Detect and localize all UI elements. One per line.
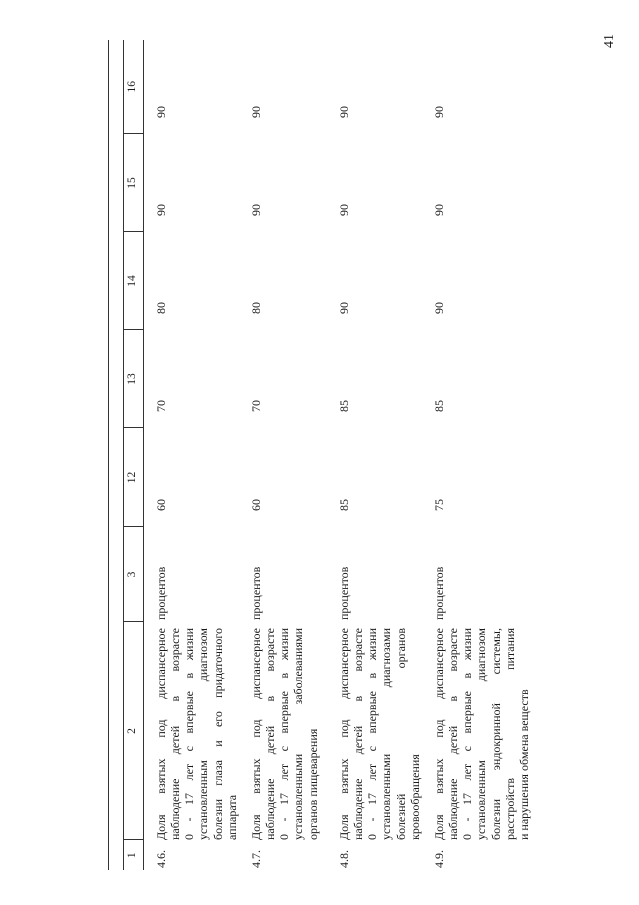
description-line: Доля взятых под диспансерное <box>248 628 263 840</box>
value-col-12: 85 <box>336 499 351 511</box>
row-number: 4.7. <box>248 850 263 868</box>
header-col-2: 2 <box>124 622 144 840</box>
header-col-13: 13 <box>124 330 144 428</box>
indicators-table <box>123 40 531 870</box>
description-line: расстройств питания <box>502 628 517 840</box>
description-line: Доля взятых под диспансерное <box>336 628 351 840</box>
row-number: 4.6. <box>154 850 168 868</box>
description-line: Доля взятых под диспансерное <box>154 628 168 840</box>
description-line: установленным диагнозом <box>474 628 489 840</box>
description-line: болезней органов <box>393 628 408 840</box>
description-line: и нарушения обмена веществ <box>516 689 531 840</box>
header-col-12: 12 <box>124 428 144 527</box>
header-col-1: 1 <box>124 840 144 870</box>
value-col-16: 90 <box>431 106 446 118</box>
description-line: установленными заболеваниями <box>291 628 306 840</box>
value-col-14: 90 <box>431 302 446 314</box>
value-col-15: 90 <box>431 204 446 216</box>
description-line: 0 - 17 лет с впервые в жизни <box>365 628 380 840</box>
value-col-16: 90 <box>336 106 351 118</box>
rotated-table-container <box>123 40 628 870</box>
table-row <box>422 40 531 870</box>
description-line: кровообращения <box>407 754 422 840</box>
description-line: органов пищеварения <box>305 728 320 840</box>
header-col-14: 14 <box>124 232 144 330</box>
header-col-3: 3 <box>124 527 144 622</box>
table-header-row <box>124 40 144 870</box>
description-line: болезни эндокринной системы, <box>488 628 503 840</box>
value-col-14: 80 <box>248 302 263 314</box>
value-col-12: 75 <box>431 499 446 511</box>
value-col-12: 60 <box>154 499 168 511</box>
value-col-16: 90 <box>248 106 263 118</box>
indicator-description <box>239 622 327 840</box>
indicator-description <box>422 622 531 840</box>
table-row <box>239 40 327 870</box>
value-col-15: 90 <box>154 204 168 216</box>
value-col-14: 80 <box>154 302 168 314</box>
description-line: наблюдение детей в возрасте <box>446 628 461 840</box>
value-col-13: 70 <box>248 400 263 412</box>
page-number: 41 <box>602 34 617 48</box>
value-col-14: 90 <box>336 302 351 314</box>
value-col-16: 90 <box>154 106 168 118</box>
indicator-description <box>144 622 239 840</box>
value-col-13: 85 <box>431 400 446 412</box>
header-col-16: 16 <box>124 40 144 134</box>
description-line: Доля взятых под диспансерное <box>431 628 446 840</box>
table-row <box>327 40 422 870</box>
row-number: 4.9. <box>431 850 446 868</box>
description-line: аппарата <box>224 794 239 840</box>
description-line: болезни глаза и его придаточного <box>210 628 225 840</box>
value-col-13: 70 <box>154 400 168 412</box>
header-col-15: 15 <box>124 134 144 232</box>
description-line: наблюдение детей в возрасте <box>263 628 278 840</box>
value-col-15: 90 <box>336 204 351 216</box>
description-line: установленными диагнозами <box>379 628 394 840</box>
unit-of-measure: процентов <box>431 566 446 620</box>
description-line: 0 - 17 лет с впервые в жизни <box>460 628 475 840</box>
unit-of-measure: процентов <box>154 566 168 620</box>
indicator-description <box>327 622 422 840</box>
description-line: установленным диагнозом <box>196 628 211 840</box>
description-line: 0 - 17 лет с впервые в жизни <box>277 628 292 840</box>
table-bottom-rule <box>108 40 109 870</box>
unit-of-measure: процентов <box>248 566 263 620</box>
value-col-12: 60 <box>248 499 263 511</box>
row-number: 4.8. <box>336 850 351 868</box>
value-col-13: 85 <box>336 400 351 412</box>
description-line: наблюдение детей в возрасте <box>351 628 366 840</box>
value-col-15: 90 <box>248 204 263 216</box>
table-body <box>144 40 531 870</box>
description-line: 0 - 17 лет с впервые в жизни <box>182 628 197 840</box>
unit-of-measure: процентов <box>336 566 351 620</box>
table-row <box>144 40 239 870</box>
description-line: наблюдение детей в возрасте <box>168 628 183 840</box>
